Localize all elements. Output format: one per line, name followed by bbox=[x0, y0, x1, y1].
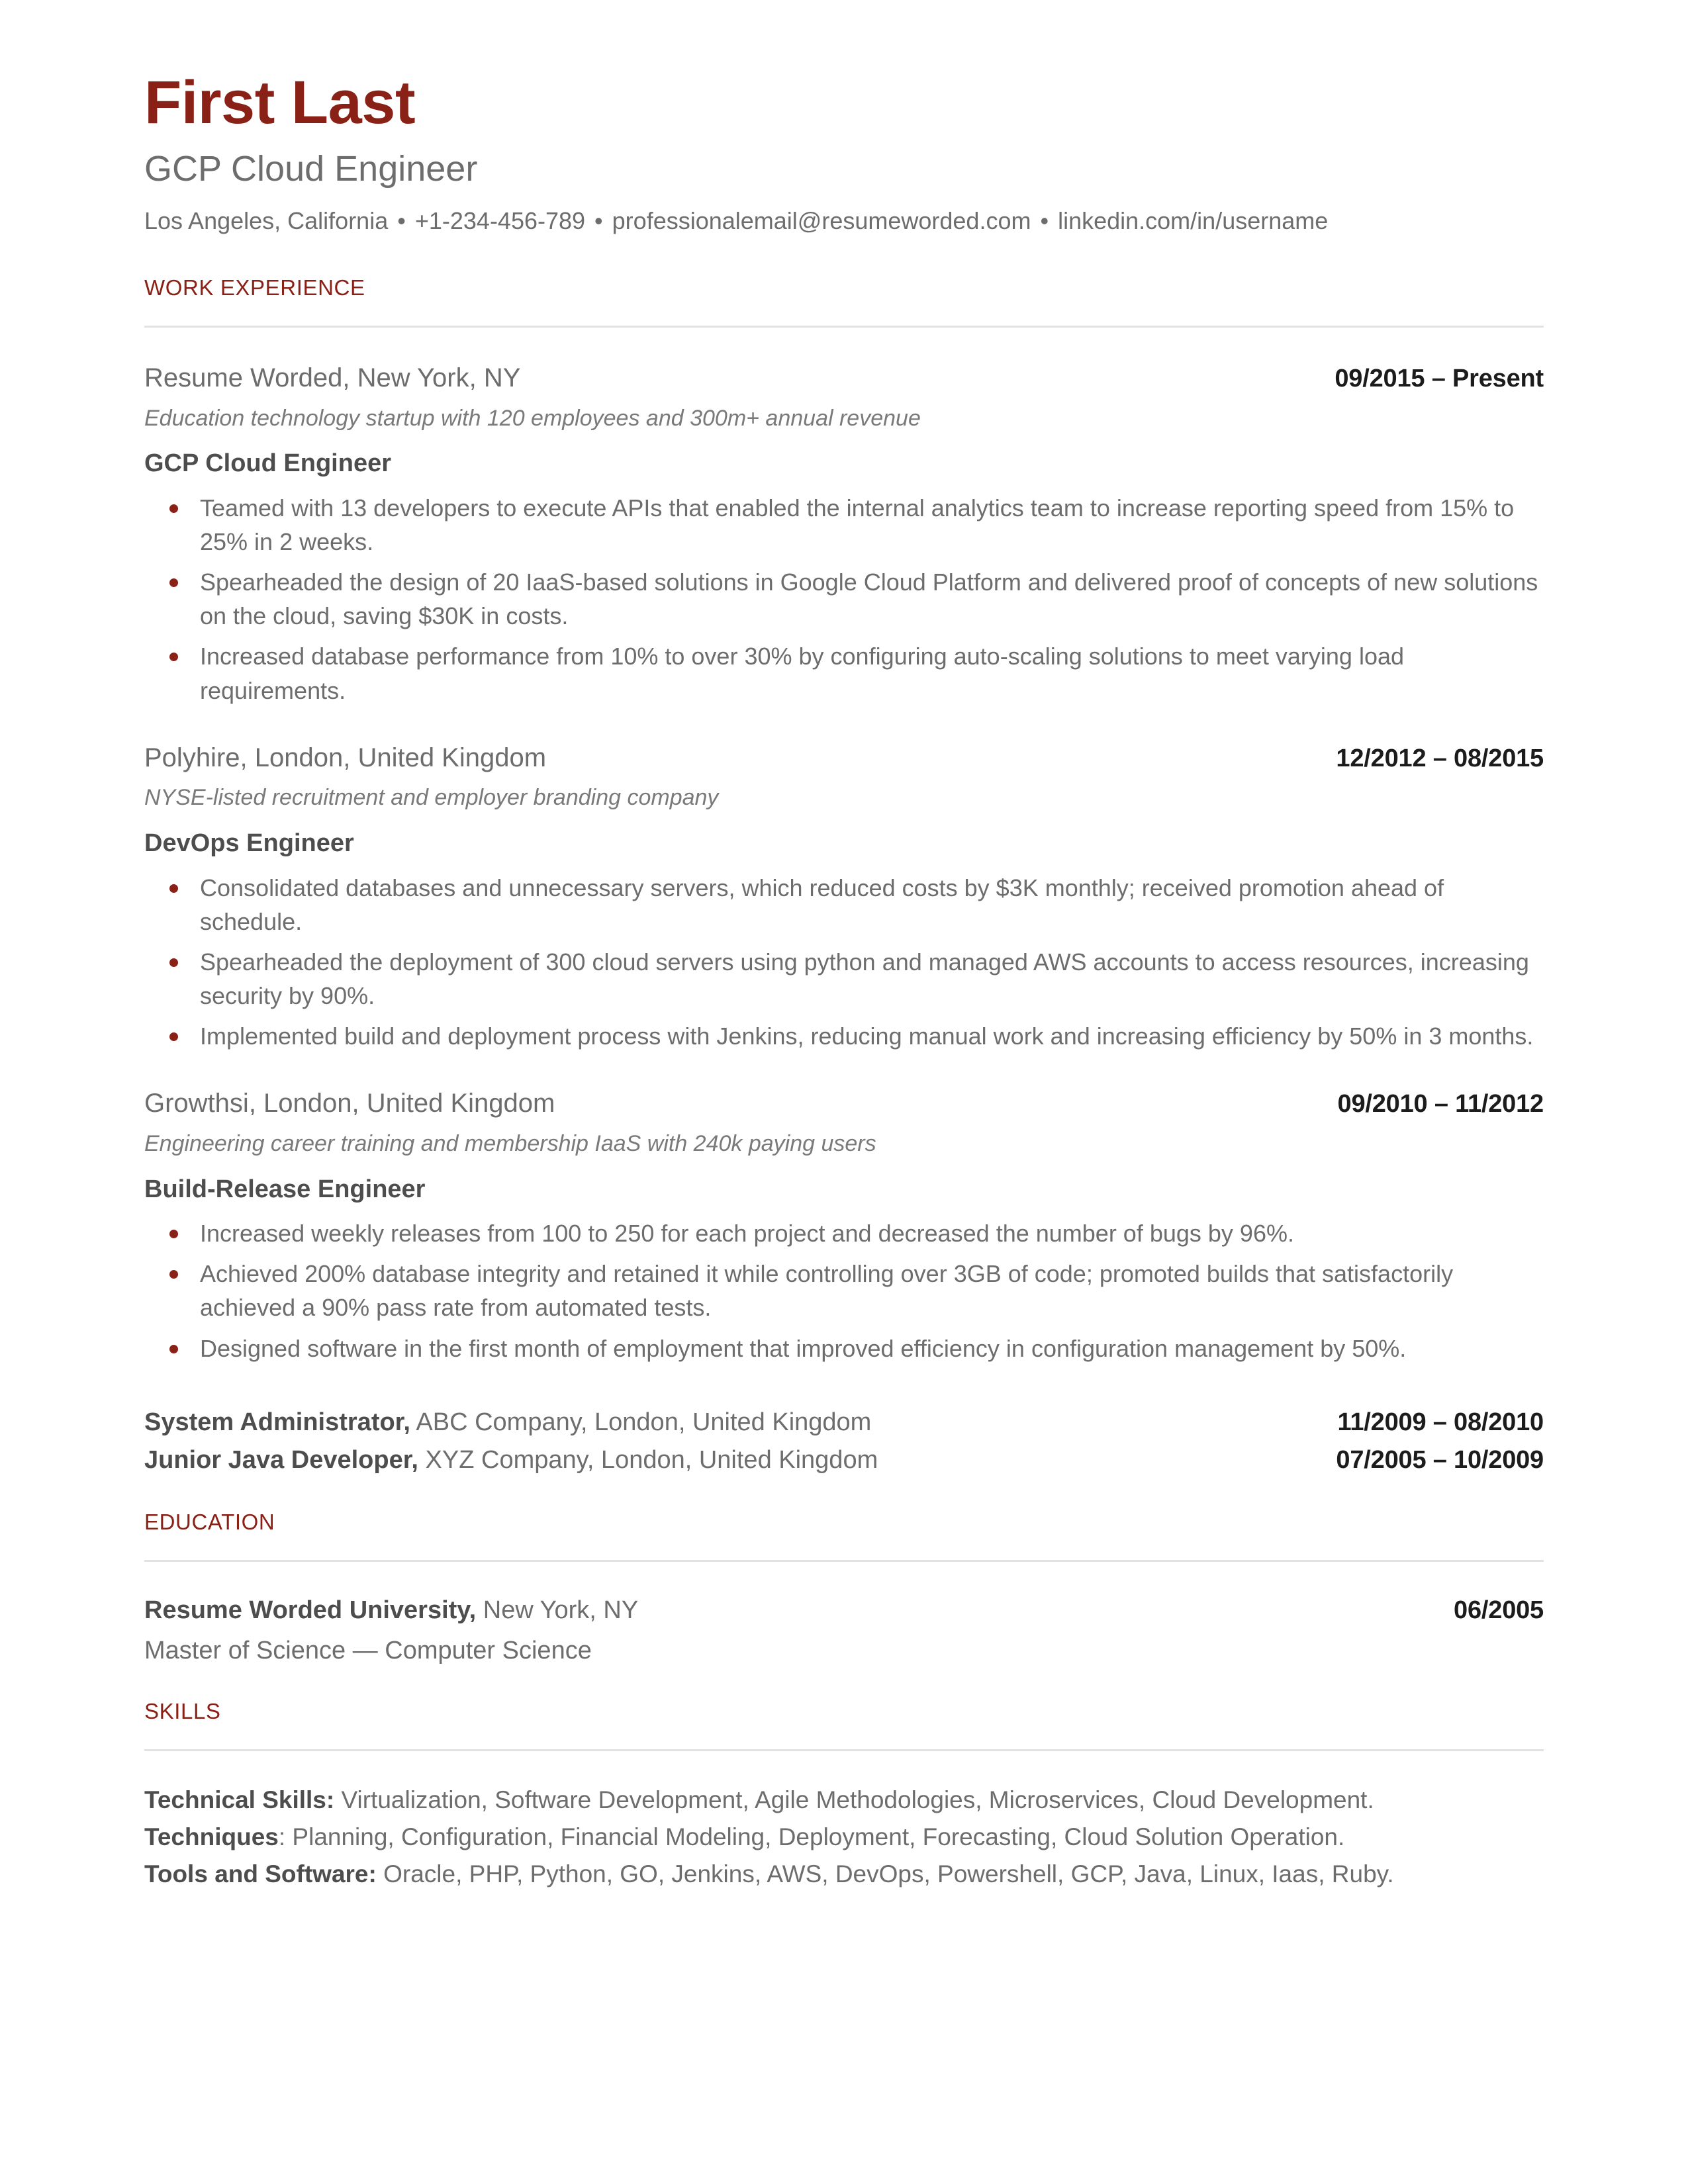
prior-role-row bbox=[144, 1404, 1544, 1441]
skill-category-label: Technical Skills: bbox=[144, 1786, 335, 1813]
job-entry bbox=[144, 1087, 1544, 1365]
skill-line bbox=[144, 1782, 1544, 1819]
bullet-dot-icon bbox=[169, 884, 178, 893]
prior-role-row bbox=[144, 1441, 1544, 1479]
bullet-dot-icon bbox=[169, 958, 178, 967]
section-divider bbox=[144, 326, 1544, 328]
job-bullet bbox=[144, 491, 1544, 559]
section-divider bbox=[144, 1560, 1544, 1562]
education-location: New York, NY bbox=[483, 1596, 639, 1624]
prior-role-company: XYZ Company, London, United Kingdom bbox=[425, 1445, 878, 1474]
section-education bbox=[144, 1510, 1544, 1667]
education-dates: 06/2005 bbox=[1454, 1596, 1544, 1624]
job-company-blurb: Education technology startup with 120 employees and 300m+ annual revenue bbox=[144, 405, 921, 431]
bullet-dot-icon bbox=[169, 1270, 178, 1279]
contact-location: Los Angeles, California bbox=[144, 207, 389, 235]
job-bullet bbox=[144, 1216, 1544, 1250]
job-bullet-text: Teamed with 13 developers to execute APIs that enabled the internal analytics team to increase reporting speed from 15% to 25% in 2 weeks. bbox=[200, 494, 1515, 556]
prior-role-label bbox=[144, 1441, 878, 1479]
prior-role-dates: 11/2009 – 08/2010 bbox=[1337, 1408, 1544, 1436]
job-bullet-text: Increased weekly releases from 100 to 250 for each project and decreased the number of bugs by 96%. bbox=[200, 1220, 1294, 1248]
contact-line bbox=[144, 206, 1544, 236]
skill-line bbox=[144, 1856, 1544, 1893]
job-bullet-text: Designed software in the first month of employment that improved efficiency in configuration management by 50%. bbox=[200, 1334, 1407, 1362]
education-school-line bbox=[144, 1595, 638, 1627]
job-bullet bbox=[144, 1257, 1544, 1324]
job-bullet-list bbox=[144, 491, 1544, 707]
education-entry bbox=[144, 1595, 1544, 1667]
job-dates: 09/2010 – 11/2012 bbox=[1337, 1090, 1544, 1118]
job-bullet-text: Spearheaded the design of 20 IaaS-based solutions in Google Cloud Platform and delivered proof of concepts of new solutions on the cloud, saving $30K in costs. bbox=[200, 569, 1538, 630]
prior-roles-list bbox=[144, 1404, 1544, 1479]
job-title: GCP Cloud Engineer bbox=[144, 449, 392, 478]
bullet-dot-icon bbox=[169, 578, 178, 587]
job-bullet-list bbox=[144, 1216, 1544, 1365]
job-bullet bbox=[144, 639, 1544, 707]
job-bullet-text: Implemented build and deployment process with Jenkins, reducing manual work and increasing efficiency by 50% in 3 months. bbox=[200, 1023, 1534, 1050]
prior-role-title: Junior Java Developer, bbox=[144, 1445, 418, 1474]
job-bullet bbox=[144, 871, 1544, 938]
job-dates: 12/2012 – 08/2015 bbox=[1336, 744, 1544, 772]
job-bullet-text: Increased database performance from 10% to over 30% by configuring auto-scaling solutions to meet varying load requirements. bbox=[200, 643, 1405, 704]
skill-values: Virtualization, Software Development, Agile Methodologies, Microservices, Cloud Development. bbox=[341, 1786, 1374, 1813]
prior-role-dates: 07/2005 – 10/2009 bbox=[1336, 1445, 1544, 1474]
job-company: Growthsi, London, United Kingdom bbox=[144, 1089, 555, 1118]
bullet-dot-icon bbox=[169, 504, 178, 513]
contact-linkedin[interactable]: linkedin.com/in/username bbox=[1058, 207, 1329, 235]
section-heading-work: WORK EXPERIENCE bbox=[144, 275, 365, 300]
job-title: Build-Release Engineer bbox=[144, 1175, 426, 1203]
job-company: Polyhire, London, United Kingdom bbox=[144, 743, 547, 772]
resume-sheet bbox=[144, 71, 1544, 1893]
prior-role-title: System Administrator, bbox=[144, 1408, 410, 1436]
prior-role-company: ABC Company, London, United Kingdom bbox=[416, 1408, 872, 1436]
section-skills bbox=[144, 1699, 1544, 1893]
job-title: DevOps Engineer bbox=[144, 829, 354, 858]
section-heading-education: EDUCATION bbox=[144, 1509, 275, 1534]
job-bullet-text: Achieved 200% database integrity and retained it while controlling over 3GB of code; promoted builds that satisfactorily achieved a 90% pass rate from automated tests. bbox=[200, 1260, 1454, 1322]
job-entry bbox=[144, 362, 1544, 707]
job-company-blurb: NYSE-listed recruitment and employer branding company bbox=[144, 785, 719, 811]
section-divider bbox=[144, 1749, 1544, 1751]
job-bullet-text: Consolidated databases and unnecessary servers, which reduced costs by $3K monthly; received promotion ahead of schedule. bbox=[200, 874, 1444, 935]
contact-separator-icon: • bbox=[397, 207, 406, 235]
bullet-dot-icon bbox=[169, 1345, 178, 1353]
job-bullet bbox=[144, 1019, 1544, 1053]
skill-category-label: Techniques bbox=[144, 1823, 279, 1850]
skill-line bbox=[144, 1819, 1544, 1856]
skills-body bbox=[144, 1782, 1544, 1893]
job-bullet-list bbox=[144, 871, 1544, 1054]
skill-values: : Planning, Configuration, Financial Modeling, Deployment, Forecasting, Cloud Solution Operation. bbox=[278, 1823, 1345, 1850]
resume-header bbox=[144, 71, 1544, 236]
bullet-dot-icon bbox=[169, 653, 178, 661]
job-company: Resume Worded, New York, NY bbox=[144, 363, 521, 393]
job-header bbox=[144, 1087, 1544, 1120]
contact-separator-icon: • bbox=[1040, 207, 1049, 235]
skill-category-label: Tools and Software: bbox=[144, 1860, 377, 1888]
education-degree: Master of Science — Computer Science bbox=[144, 1637, 592, 1665]
job-header bbox=[144, 742, 1544, 774]
candidate-name: First Last bbox=[144, 69, 416, 136]
section-work-experience bbox=[144, 275, 1544, 1479]
contact-phone: +1-234-456-789 bbox=[414, 207, 586, 235]
job-bullet-text: Spearheaded the deployment of 300 cloud servers using python and managed AWS accounts to access resources, increasing security by 90%. bbox=[200, 948, 1529, 1010]
job-header bbox=[144, 362, 1544, 394]
job-company-blurb: Engineering career training and membership IaaS with 240k paying users bbox=[144, 1130, 876, 1156]
section-heading-skills: SKILLS bbox=[144, 1698, 221, 1723]
job-dates: 09/2015 – Present bbox=[1335, 365, 1544, 393]
candidate-headline: GCP Cloud Engineer bbox=[144, 148, 478, 189]
contact-separator-icon: • bbox=[594, 207, 603, 235]
job-bullet bbox=[144, 1332, 1544, 1365]
contact-email[interactable]: professionalemail@resumeworded.com bbox=[612, 207, 1031, 235]
prior-role-label bbox=[144, 1404, 871, 1441]
job-bullet bbox=[144, 565, 1544, 633]
skill-values: Oracle, PHP, Python, GO, Jenkins, AWS, DevOps, Powershell, GCP, Java, Linux, Iaas, Ruby. bbox=[383, 1860, 1394, 1888]
bullet-dot-icon bbox=[169, 1230, 178, 1238]
education-school: Resume Worded University, bbox=[144, 1596, 477, 1624]
bullet-dot-icon bbox=[169, 1032, 178, 1041]
job-bullet bbox=[144, 945, 1544, 1013]
job-entry bbox=[144, 742, 1544, 1054]
education-header bbox=[144, 1595, 1544, 1627]
